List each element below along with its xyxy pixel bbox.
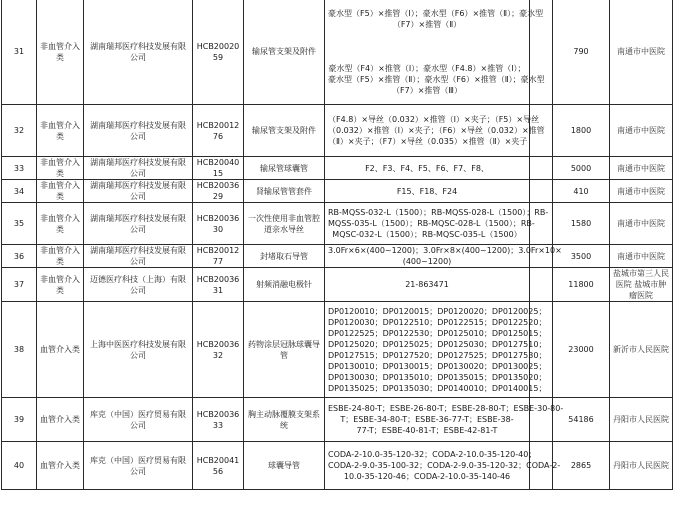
spec-line: F2、F3、F4、F5、F6、F7、F8、 [365,163,489,173]
company-cell: 湖南瑞邦医疗科技发展有限公司 [84,105,193,157]
spec-line [328,30,526,41]
procurement-table [1,0,673,490]
quantity-cell: 410 [553,180,610,203]
company-cell: 湖南瑞邦医疗科技发展有限公司 [84,180,193,203]
spec-cell [325,398,564,442]
company-cell: 湖南瑞邦医疗科技发展有限公司 [84,203,193,245]
spec-line: （F4.8）×导丝（0.032）×推管（Ⅰ）×夹子；（F5）×导丝 [328,115,540,124]
spec-line: CODA-2-10.0-35-120-32；CODA-2-10.0-35-120-40； [328,450,537,459]
quantity-cell: 1800 [553,105,610,157]
spec-line: 豪水型（F5）×推管（Ⅱ）；豪水型（F6）×推管（Ⅱ）；豪水型 [328,74,545,84]
spec-line: (400~1200) [402,257,452,266]
spec-line: （F7）×推管（Ⅲ） [392,85,462,95]
product-name-cell: 一次性使用非血管腔道亲水导丝 [244,203,325,245]
product-name-cell: 球囊导管 [244,442,325,490]
spec-cell [325,157,530,180]
spec-line: （F7）×推管（Ⅱ） [392,19,462,29]
category-cell: 血管介入类 [37,442,84,490]
spec-cell [325,268,530,302]
product-code-cell: HCB2001277 [193,245,244,268]
spec-cell [325,203,549,245]
category-cell: 血管介入类 [37,302,84,398]
spec-line: MQSS-035-L（1500）；RB-MQSC-028-L（1500）；RB- [328,219,535,228]
spec-line [328,41,526,52]
company-cell: 湖南瑞邦医疗科技发展有限公司 [84,0,193,105]
quantity-cell: 2865 [553,442,610,490]
table-row [2,302,673,398]
product-name-cell: 输尿管支架及附件 [244,0,325,105]
product-code-cell: HCB2002059 [193,0,244,105]
company-cell: 湖南瑞邦医疗科技发展有限公司 [84,157,193,180]
hospital-cell: 南通市中医院 [610,180,673,203]
hospital-cell: 盐城市第三人民医院 盐城市肿瘤医院 [610,268,673,302]
category-cell: 非血管介入类 [37,157,84,180]
category-cell: 非血管介入类 [37,203,84,245]
table-row [2,105,673,157]
product-name-cell: 药物涂层冠脉球囊导管 [244,302,325,398]
row-number: 36 [2,245,37,268]
table-row [2,398,673,442]
row-number: 38 [2,302,37,398]
empty-cell [530,180,553,203]
hospital-cell: 南通市中医院 [610,245,673,268]
table-row [2,245,673,268]
quantity-cell: 790 [553,0,610,105]
quantity-cell: 3500 [553,245,610,268]
company-cell: 迈德医疗科技（上海）有限公司 [84,268,193,302]
spec-line: DP0125020；DP0125025；DP0125030；DP0127510； [328,339,547,349]
category-cell: 非血管介入类 [37,180,84,203]
category-cell: 非血管介入类 [37,0,84,105]
product-code-cell: HCB2004015 [193,157,244,180]
table-row [2,157,673,180]
spec-line: DP0130030；DP0135010；DP0135015；DP0135020； [328,372,547,382]
spec-line: 10.0-35-120-46；CODA-2-10.0-35-140-46 [343,472,511,481]
spec-cell [325,442,561,490]
row-number: 32 [2,105,37,157]
spec-line: RB-MQSS-032-L（1500）；RB-MQSS-028-L（1500）；RB- [328,208,549,217]
quantity-cell: 23000 [553,302,610,398]
spec-line: CODA-2-9.0-35-100-32；CODA-2-9.0-35-120-32；CODA-2- [328,461,561,470]
quantity-cell: 11800 [553,268,610,302]
category-cell: 非血管介入类 [37,245,84,268]
spec-cell [325,302,547,398]
product-code-cell: HCB2001276 [193,105,244,157]
row-number: 33 [2,157,37,180]
spec-cell [325,245,562,268]
hospital-cell: 丹阳市人民医院 [610,442,673,490]
quantity-cell: 5000 [553,157,610,180]
company-cell: 库克（中国）医疗贸易有限公司 [84,442,193,490]
row-number: 39 [2,398,37,442]
empty-cell [530,268,553,302]
row-number: 35 [2,203,37,245]
table-row [2,0,673,105]
category-cell: 非血管介入类 [37,268,84,302]
spec-cell [325,180,530,203]
product-name-cell: 胸主动脉覆膜支架系统 [244,398,325,442]
spec-line: 3.0Fr×6×(400~1200)；3.0Fr×8×(400~1200)；3.0Fr×10× [328,246,562,255]
category-cell: 非血管介入类 [37,105,84,157]
spec-line: DP0135025；DP0135030；DP0140010；DP0140015； [328,383,547,393]
spec-line: DP0122525；DP0122530；DP0125010；DP0125015； [328,328,547,338]
product-name-cell: 输尿管支架及附件 [244,105,325,157]
company-cell: 上海中医医疗科技发展有限公司 [84,302,193,398]
spec-line [328,52,526,63]
spec-line: 豪水型（F5）×推管（Ⅰ）；豪水型（F6）×推管（Ⅱ）；豪水型 [328,8,544,18]
spec-line: 77-T；ESBE-40-81-T；ESBE-42-81-T [356,426,498,435]
hospital-cell: 南通市中医院 [610,157,673,180]
quantity-cell: 1580 [553,203,610,245]
product-name-cell: 射频消融电极针 [244,268,325,302]
product-code-cell: HCB2003630 [193,203,244,245]
hospital-cell: 南通市中医院 [610,203,673,245]
table-row [2,442,673,490]
spec-line: MQSC-032-L（1500）；RB-MQSC-035-L（1500） [332,230,522,239]
table-row [2,180,673,203]
product-code-cell: HCB2003629 [193,180,244,203]
table-row [2,203,673,245]
table-row [2,268,673,302]
product-code-cell: HCB2004156 [193,442,244,490]
hospital-cell: 南通市中医院 [610,105,673,157]
spec-line: （0.032）×推管（Ⅰ）×夹子；（F6）×导丝（0.032）×推管 [328,126,545,135]
empty-cell [530,157,553,180]
company-cell: 湖南瑞邦医疗科技发展有限公司 [84,245,193,268]
spec-line: T；ESBE-34-80-T；ESBE-36-77-T；ESBE-38- [340,415,514,424]
hospital-cell: 南通市中医院 [610,0,673,105]
product-code-cell: HCB2003633 [193,398,244,442]
product-name-cell: 肾输尿管管套件 [244,180,325,203]
hospital-cell: 新沂市人民医院 [610,302,673,398]
row-number: 37 [2,268,37,302]
product-code-cell: HCB2003631 [193,268,244,302]
spec-cell [325,105,545,157]
product-code-cell: HCB2003632 [193,302,244,398]
spec-line: 豪水型（F4）×推管（Ⅰ）；豪水型（F4.8）×推管（Ⅰ）； [328,63,526,73]
product-name-cell: 封堵取石导管 [244,245,325,268]
spec-line: DP0130010；DP0130015；DP0130020；DP0130025； [328,361,547,371]
spec-line: ESBE-24-80-T；ESBE-26-80-T；ESBE-28-80-T；ESBE-30-80- [328,404,564,413]
spec-line: DP0120030；DP0122510；DP0122515；DP0122520； [328,317,547,327]
row-number: 34 [2,180,37,203]
product-name-cell: 输尿管球囊管 [244,157,325,180]
row-number: 40 [2,442,37,490]
spec-line: DP0120010；DP0120015；DP0120020；DP0120025； [328,306,547,316]
spec-line: 21-863471 [405,280,449,289]
hospital-cell: 丹阳市人民医院 [610,398,673,442]
spec-line: F15、F18、F24 [396,186,458,196]
quantity-cell: 54186 [553,398,610,442]
spec-cell [325,0,545,105]
company-cell: 库克（中国）医疗贸易有限公司 [84,398,193,442]
category-cell: 血管介入类 [37,398,84,442]
row-number: 31 [2,0,37,105]
spec-line: DP0127515；DP0127520；DP0127525；DP0127530； [328,350,547,360]
spec-line: （Ⅱ）×夹子；（F7）×导丝（0.035）×推管（Ⅱ）×夹子 [328,137,528,146]
